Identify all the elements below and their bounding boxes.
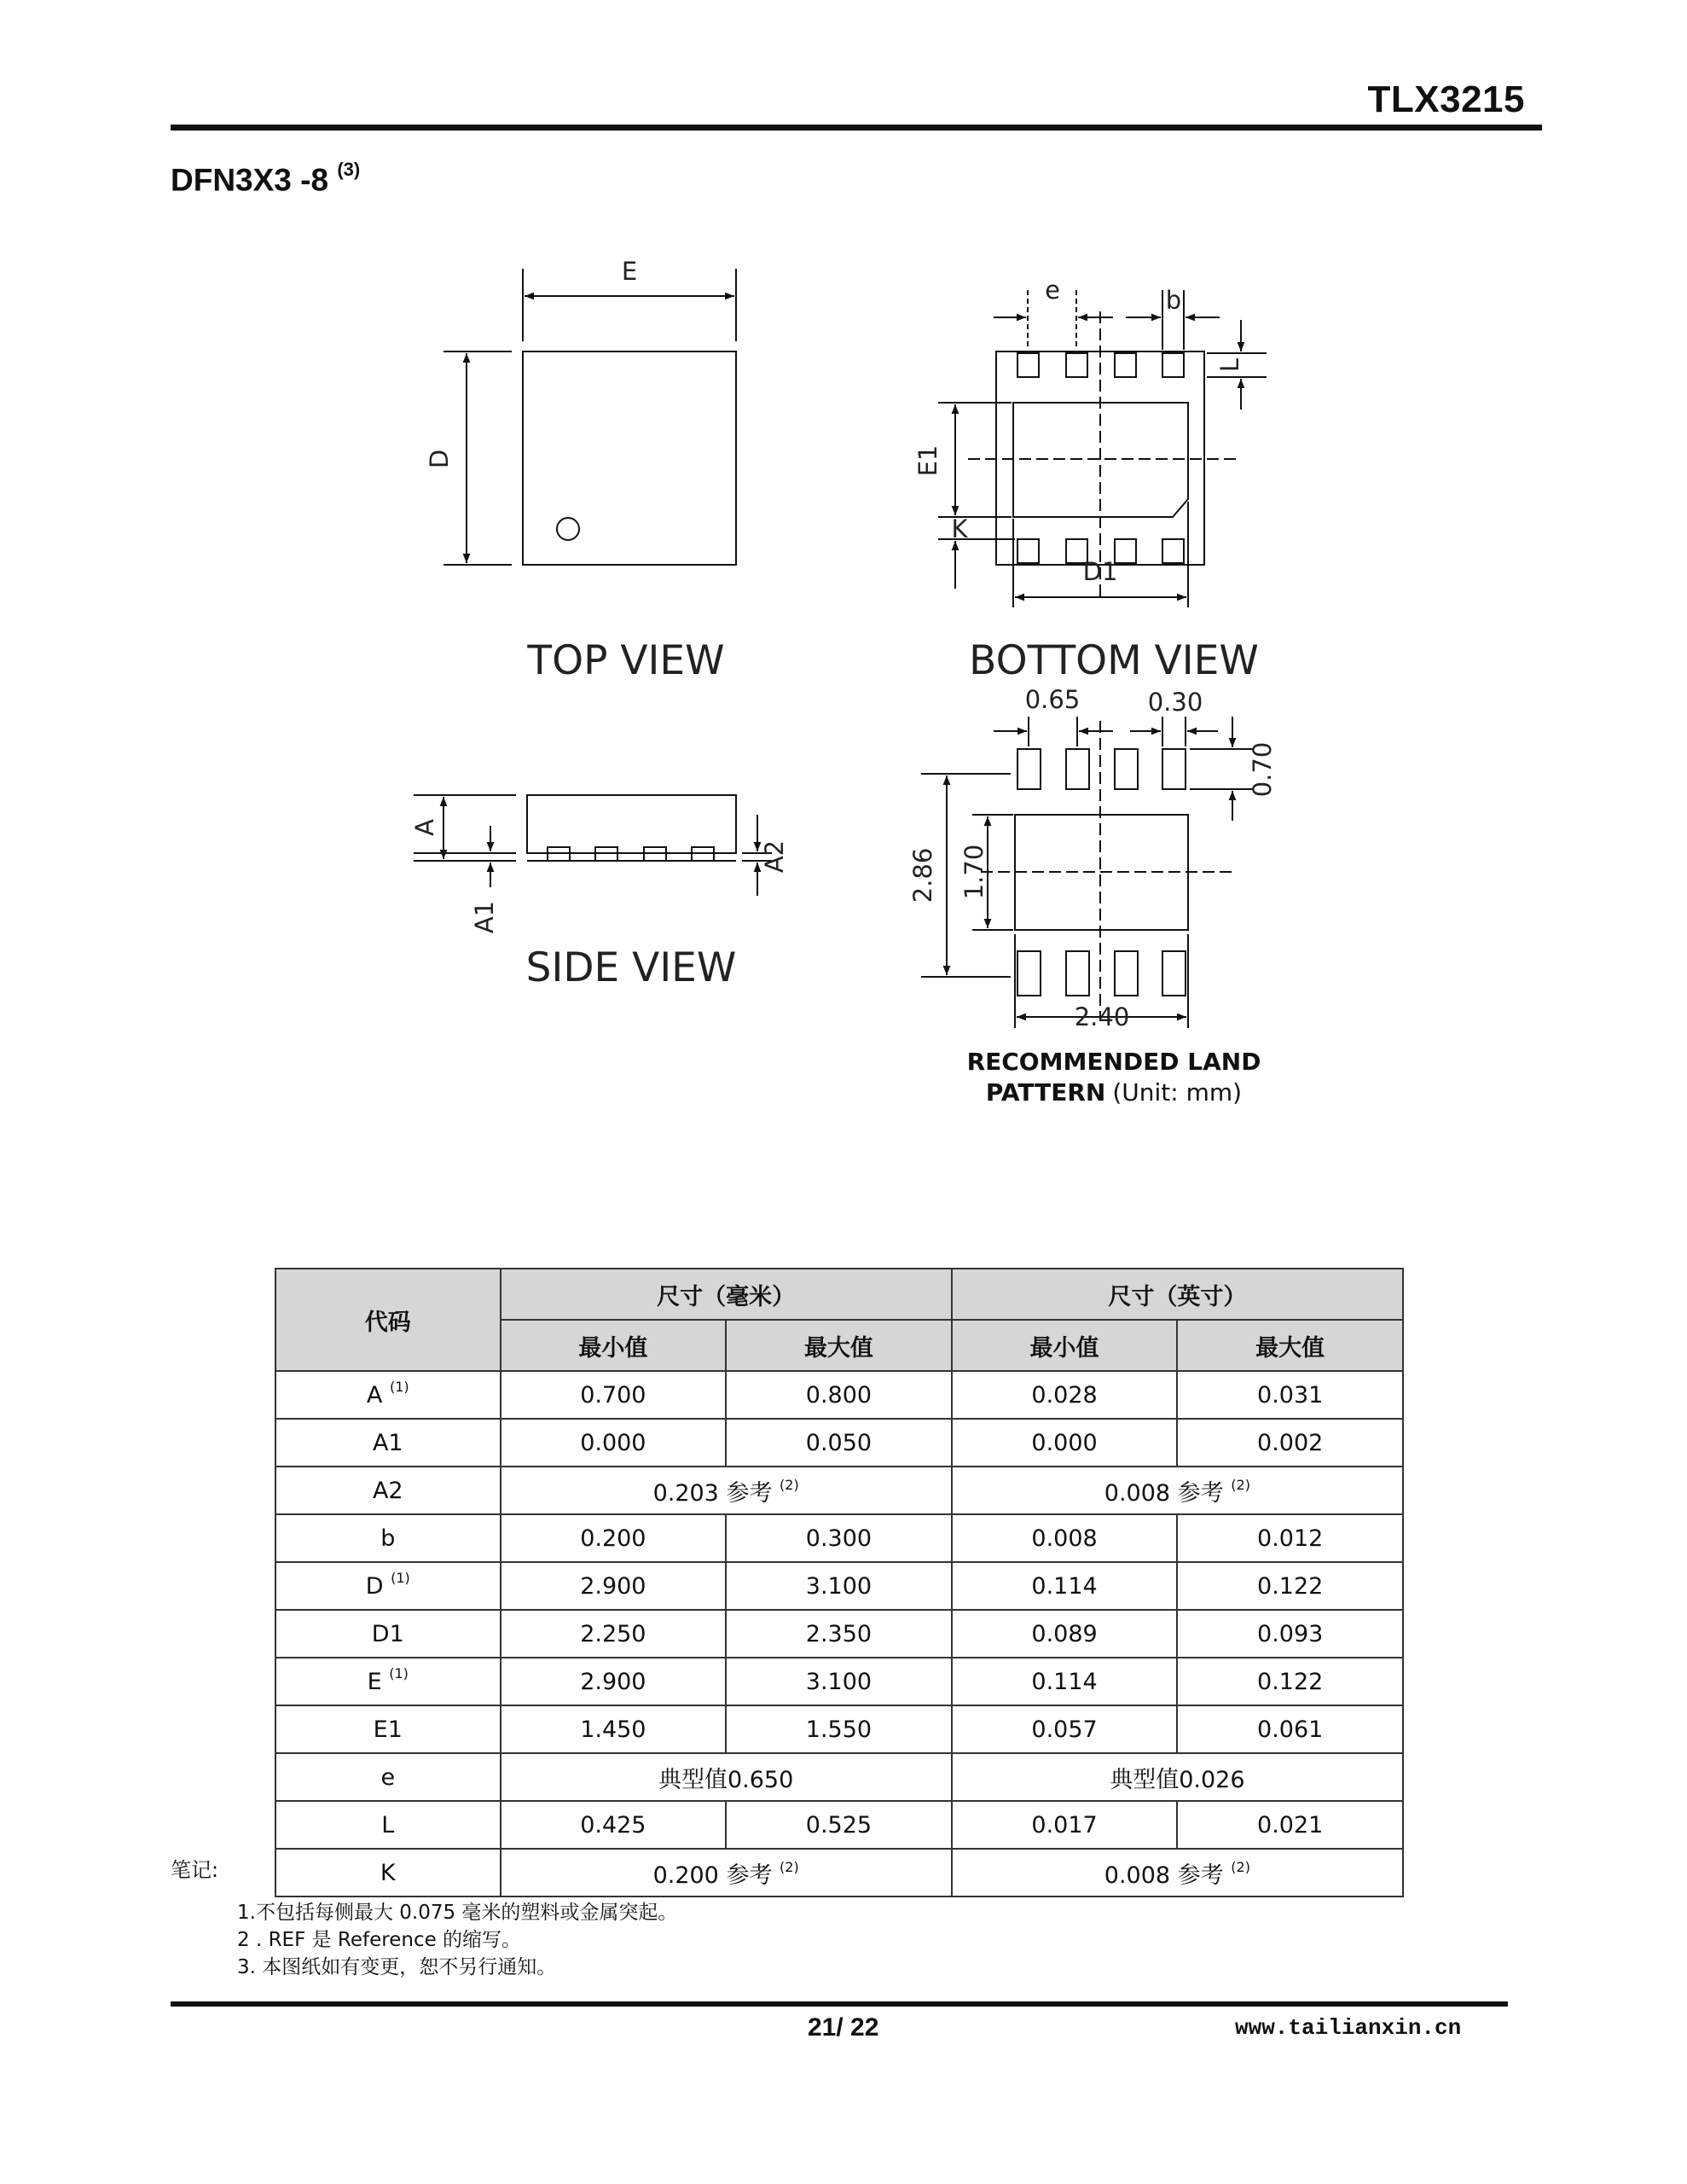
note-item: 3. 本图纸如有变更，恕不另行通知。 [237, 1956, 557, 1978]
dimension-table [275, 1268, 1404, 1897]
in-min: 0.057 [952, 1705, 1178, 1753]
row-code [275, 1562, 501, 1610]
table-row [275, 1419, 1403, 1467]
in-min: 0.114 [952, 1658, 1178, 1705]
row-code: A1 [275, 1419, 501, 1467]
bottom-pad [1066, 353, 1087, 377]
mm-min: 0.425 [501, 1801, 727, 1849]
table-row [275, 1562, 1403, 1610]
side-view-caption: SIDE VIEW [525, 944, 737, 991]
in-span-note: (2) [1231, 1476, 1250, 1493]
table-row [275, 1658, 1403, 1705]
land-pitch-label: 0.65 [1024, 685, 1081, 714]
website-link[interactable]: www.tailianxin.cn [1235, 2015, 1462, 2041]
in-min: 0.089 [952, 1610, 1178, 1658]
note-item: 1.不包括每侧最大 0.075 毫米的塑料或金属突起。 [237, 1902, 678, 1924]
notes-label: 笔记: [171, 1858, 219, 1882]
land-caption-line1: RECOMMENDED LAND [966, 1048, 1261, 1076]
bottom-pad [1162, 539, 1184, 563]
in-max: 0.122 [1177, 1562, 1403, 1610]
row-code [275, 1658, 501, 1705]
bottom-pad [1162, 353, 1184, 377]
row-code: b [275, 1514, 501, 1562]
table-row [275, 1753, 1403, 1801]
in-max: 0.021 [1177, 1801, 1403, 1849]
code-text: E [367, 1669, 382, 1695]
in-max: 0.002 [1177, 1419, 1403, 1467]
table-header-row [275, 1269, 1403, 1320]
row-code: e [275, 1753, 501, 1801]
dim-k-label: K [951, 514, 968, 543]
mm-max: 3.100 [726, 1658, 952, 1705]
land-pad [1162, 951, 1186, 996]
in-max: 0.122 [1177, 1658, 1403, 1705]
row-code: A2 [275, 1467, 501, 1514]
in-span-text: 0.008 参考 [1104, 1862, 1224, 1889]
col-in-min-header: 最小值 [952, 1320, 1178, 1371]
land-center-width-label: 2.40 [1074, 1002, 1130, 1031]
row-code: D1 [275, 1610, 501, 1658]
bottom-pad [1115, 539, 1136, 563]
note-item: 2 . REF 是 Reference 的缩写。 [237, 1929, 522, 1951]
dim-d-label: D [425, 449, 454, 469]
table-row [275, 1467, 1403, 1514]
dim-l-label: L [1215, 357, 1244, 373]
in-span [952, 1467, 1403, 1514]
footer-divider [171, 2001, 1508, 2007]
dim-d1-label: D1 [1082, 557, 1118, 586]
mm-max: 0.525 [726, 1801, 952, 1849]
side-view-drawing [414, 795, 772, 896]
land-pad [1017, 749, 1041, 789]
mm-min: 2.900 [501, 1658, 727, 1705]
top-view-drawing [443, 269, 736, 565]
in-span-note: (2) [1231, 1858, 1250, 1875]
mm-span [501, 1849, 952, 1896]
table-row [275, 1705, 1403, 1753]
mm-min: 0.200 [501, 1514, 727, 1562]
col-in-max-header: 最大值 [1177, 1320, 1403, 1371]
mm-max: 2.350 [726, 1610, 952, 1658]
dim-e1-label: E1 [913, 444, 942, 477]
table-row [275, 1801, 1403, 1849]
package-title-note: (3) [337, 159, 361, 180]
mm-min: 2.900 [501, 1562, 727, 1610]
side-view-body [527, 795, 736, 853]
mm-min: 2.250 [501, 1610, 727, 1658]
notes-list [237, 1899, 677, 1981]
dim-b-label: b [1165, 286, 1182, 315]
mm-span: 典型值0.650 [501, 1753, 952, 1801]
col-inch-header: 尺寸（英寸） [952, 1269, 1403, 1320]
mm-min: 1.450 [501, 1705, 727, 1753]
row-code: K [275, 1849, 501, 1896]
pin1-indicator [557, 518, 579, 540]
land-pad-width-label: 0.30 [1147, 688, 1203, 717]
in-min: 0.114 [952, 1562, 1178, 1610]
mm-min: 0.700 [501, 1371, 727, 1419]
code-note: (1) [389, 1379, 409, 1395]
in-max: 0.061 [1177, 1705, 1403, 1753]
in-max: 0.012 [1177, 1514, 1403, 1562]
table-row [275, 1610, 1403, 1658]
mm-max: 1.550 [726, 1705, 952, 1753]
in-min: 0.017 [952, 1801, 1178, 1849]
land-pad [1115, 749, 1138, 789]
land-pad [1066, 951, 1089, 996]
code-note: (1) [391, 1570, 410, 1586]
dim-e-label: E [621, 257, 638, 286]
land-total-height-label: 2.86 [908, 847, 937, 903]
mm-span [501, 1467, 952, 1514]
in-span: 典型值0.026 [952, 1753, 1403, 1801]
in-min: 0.000 [952, 1419, 1178, 1467]
dim-pitch-label: e [1045, 276, 1060, 305]
code-note: (1) [389, 1665, 409, 1682]
row-code: L [275, 1801, 501, 1849]
top-view-body [523, 351, 736, 565]
land-caption-unit: (Unit: mm) [1112, 1078, 1243, 1107]
land-pad [1017, 951, 1041, 996]
land-pad-length-label: 0.70 [1248, 741, 1277, 798]
in-max: 0.093 [1177, 1610, 1403, 1658]
bottom-pad [1115, 353, 1136, 377]
dim-a-label: A [410, 819, 439, 836]
col-mm-min-header: 最小值 [501, 1320, 727, 1371]
col-code-header: 代码 [275, 1269, 501, 1371]
land-center-height-label: 1.70 [959, 844, 988, 900]
land-caption-pattern: PATTERN [985, 1078, 1106, 1107]
land-caption-line2 [986, 1078, 1242, 1107]
land-pad [1162, 749, 1186, 789]
code-text: D [365, 1573, 384, 1600]
table-row [275, 1371, 1403, 1419]
bottom-view-caption: BOTTOM VIEW [969, 637, 1259, 684]
mm-span-text: 0.200 参考 [652, 1862, 773, 1889]
mm-span-note: (2) [780, 1858, 799, 1875]
mm-max: 0.050 [726, 1419, 952, 1467]
in-span-text: 0.008 参考 [1104, 1479, 1224, 1507]
mm-span-text: 0.203 参考 [652, 1479, 773, 1507]
land-pad [1066, 749, 1089, 789]
row-code [275, 1371, 501, 1419]
part-number: TLX3215 [1367, 78, 1525, 120]
dim-a2-label: A2 [760, 839, 789, 874]
page-number: 21/ 22 [808, 2013, 879, 2042]
mm-max: 0.800 [726, 1371, 952, 1419]
mm-min: 0.000 [501, 1419, 727, 1467]
bottom-pad [1017, 539, 1039, 563]
col-mm-max-header: 最大值 [726, 1320, 952, 1371]
mm-span-note: (2) [780, 1476, 799, 1493]
dim-a1-label: A1 [470, 900, 499, 934]
table-row [275, 1514, 1403, 1562]
land-pad [1115, 951, 1138, 996]
in-min: 0.008 [952, 1514, 1178, 1562]
bottom-pad [1017, 353, 1039, 377]
package-title-text: DFN3X3 -8 [171, 162, 329, 198]
mm-max: 0.300 [726, 1514, 952, 1562]
mm-max: 3.100 [726, 1562, 952, 1610]
in-span [952, 1849, 1403, 1896]
row-code: E1 [275, 1705, 501, 1753]
top-view-caption: TOP VIEW [527, 637, 725, 684]
code-text: A [366, 1382, 383, 1409]
in-min: 0.028 [952, 1371, 1178, 1419]
in-max: 0.031 [1177, 1371, 1403, 1419]
col-mm-header: 尺寸（毫米） [501, 1269, 952, 1320]
table-row [275, 1849, 1403, 1896]
